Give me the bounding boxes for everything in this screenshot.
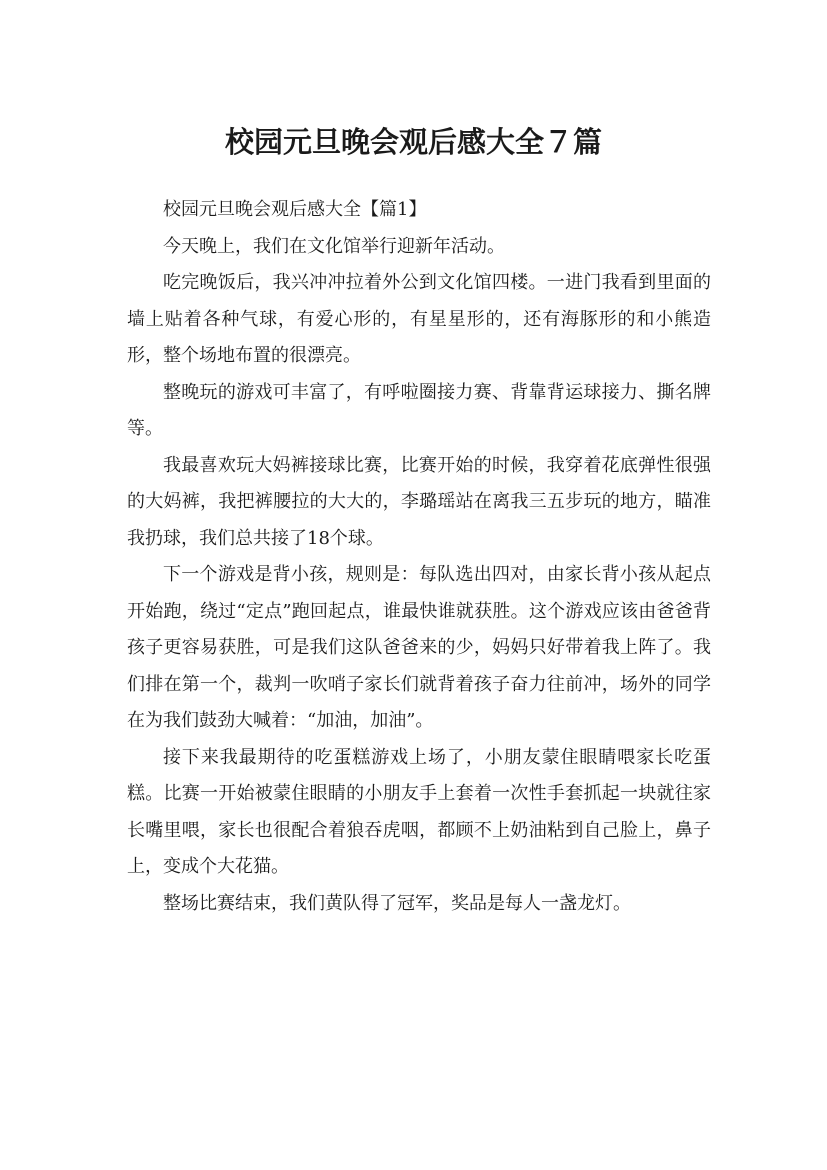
paragraph: 今天晚上，我们在文化馆举行迎新年活动。 (163, 235, 505, 257)
section-heading: 校园元旦晚会观后感大全【篇1】 (163, 199, 427, 220)
paragraph: 整场比赛结束，我们黄队得了冠军，奖品是每人一盏龙灯。 (163, 892, 631, 914)
document-title: 校园元旦晚会观后感大全７篇 (224, 125, 602, 160)
document-body (127, 192, 711, 922)
paragraph: 接下来我最期待的吃蛋糕游戏上场了，小朋友蒙住眼睛喂家长吃蛋糕。比赛一开始被蒙住眼睛的小朋友手上套着一次性手套抓起一块就往家长嘴里喂，家长也很配合着狼吞虎咽，都顾不上奶油粘到自己脸上，鼻子上，变成个大花猫。 (127, 746, 711, 877)
paragraph: 我最喜欢玩大妈裤接球比赛，比赛开始的时候，我穿着花底弹性很强的大妈裤，我把裤腰拉的大大的，李璐瑶站在离我三五步玩的地方，瞄准我扔球，我们总共接了18个球。 (127, 454, 711, 549)
paragraph: 整晚玩的游戏可丰富了，有呼啦圈接力赛、背靠背运球接力、撕名牌等。 (127, 381, 711, 439)
paragraph: 吃完晚饭后，我兴冲冲拉着外公到文化馆四楼。一进门我看到里面的墙上贴着各种气球，有爱心形的，有星星形的，还有海豚形的和小熊造形，整个场地布置的很漂亮。 (127, 272, 711, 366)
paragraph: 下一个游戏是背小孩，规则是：每队选出四对，由家长背小孩从起点开始跑，绕过“定点”跑回起点，谁最快谁就获胜。这个游戏应该由爸爸背孩子更容易获胜，可是我们这队爸爸来的少，妈妈只好带着我上阵了。我们排在第一个，裁判一吹哨子家长们就背着孩子奋力往前冲，场外的同学在为我们鼓劲大喊着：“加油，加油”。 (127, 564, 711, 731)
